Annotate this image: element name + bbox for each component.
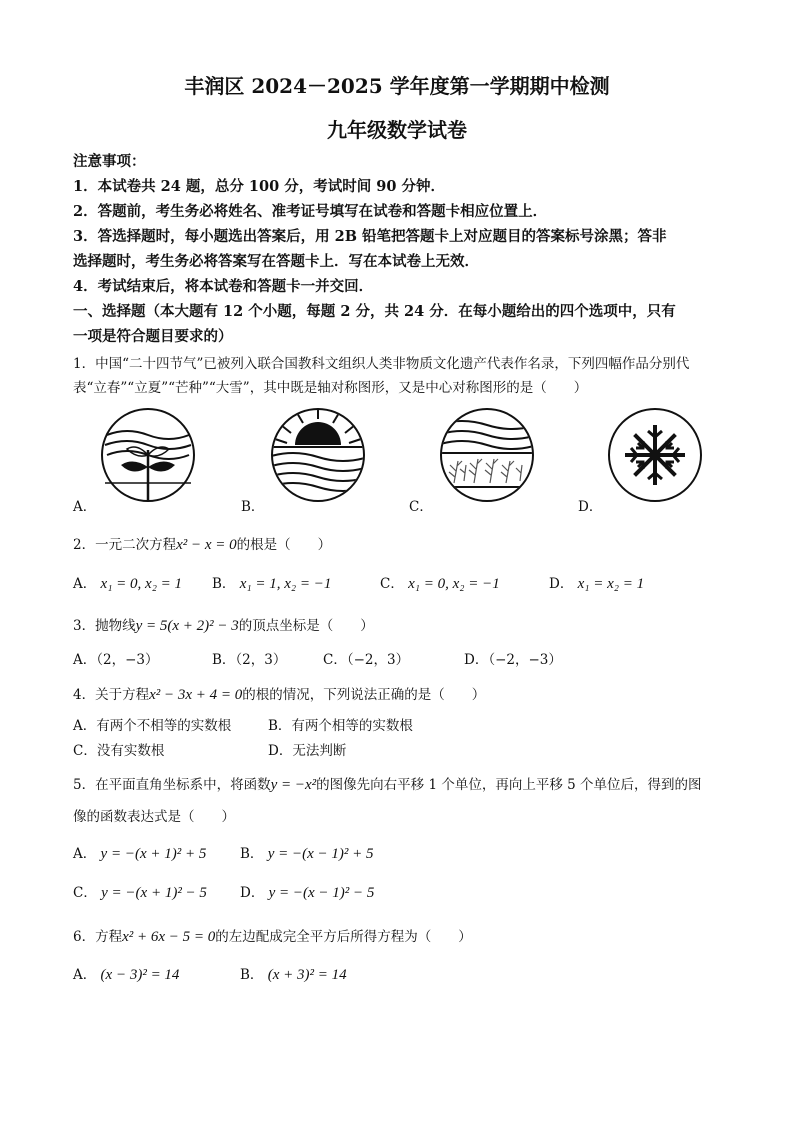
snowflake-figure — [600, 405, 710, 505]
question-4-stem: 4．关于方程x² − 3x + 4 = 0的根的情况，下列说法正确的是（ ） — [73, 687, 486, 703]
notice-item: 2．答题前，考生务必将姓名、准考证号填写在试卷和答题卡相应位置上． — [73, 203, 548, 220]
notice-item: 3．答选择题时，每小题选出答案后，用 2B 铅笔把答题卡上对应题目的答案标号涂黑；答非 — [73, 228, 667, 245]
question-1-stem: 1．中国“二十四节气”已被列入联合国教科文组织人类非物质文化遗产代表作名录，下列四幅作品分别代 — [73, 356, 690, 372]
notice-item: 选择题时，考生务必将答案写在答题卡上．写在本试卷上无效． — [73, 253, 479, 270]
q5-option-a: A． y = −(x + 1)² + 5 — [73, 846, 207, 862]
q5-option-d: D． y = −(x − 1)² − 5 — [240, 885, 375, 901]
q3-option-d: D．（−2，−3） — [464, 652, 562, 668]
exam-title: 丰润区 2024－2025 学年度第一学期期中检测 — [184, 74, 610, 98]
question-5-stem-cont: 像的函数表达式是（ ） — [73, 809, 235, 825]
section-heading-cont: 一项是符合题目要求的） — [73, 328, 233, 345]
notice-heading: 注意事项： — [73, 153, 146, 170]
grain-field-figure — [432, 405, 542, 505]
exam-subtitle: 九年级数学试卷 — [327, 118, 467, 142]
q3-option-c: C．（−2，3） — [323, 652, 410, 668]
option-d-label: D． — [578, 499, 603, 515]
q6-option-b: B． (x + 3)² = 14 — [240, 967, 347, 983]
question-5-stem: 5．在平面直角坐标系中，将函数y = −x²的图像先向右平移 1 个单位，再向上平移 5 个单位后，得到的图 — [73, 777, 702, 793]
q6-option-a: A． (x − 3)² = 14 — [73, 967, 180, 983]
notice-item: 4．考试结束后，将本试卷和答题卡一并交回． — [73, 278, 374, 295]
q2-option-c: C． x₁ = 0, x₂ = −1 — [380, 576, 500, 592]
q4-option-d: D．无法判断 — [268, 743, 347, 759]
q2-option-b: B． x₁ = 1, x₂ = −1 — [212, 576, 332, 592]
option-b-label: B． — [241, 499, 265, 515]
question-3-stem: 3．抛物线y = 5(x + 2)² − 3的顶点坐标是（ ） — [73, 618, 374, 634]
summer-sun-figure — [263, 405, 373, 505]
spring-sprout-figure — [93, 405, 203, 505]
option-a-label: A． — [73, 499, 97, 515]
q5-option-b: B． y = −(x − 1)² + 5 — [240, 846, 374, 862]
option-c-label: C． — [409, 499, 433, 515]
q4-option-a: A．有两个不相等的实数根 — [73, 718, 232, 734]
question-2-stem: 2．一元二次方程x² − x = 0的根是（ ） — [73, 537, 332, 553]
q3-option-a: A．（2，−3） — [73, 652, 159, 668]
q3-option-b: B．（2，3） — [212, 652, 287, 668]
q5-option-c: C． y = −(x + 1)² − 5 — [73, 885, 207, 901]
notice-item: 1．本试卷共 24 题，总分 100 分，考试时间 90 分钟． — [73, 178, 445, 195]
q4-option-c: C．没有实数根 — [73, 743, 165, 759]
section-heading: 一、选择题（本大题有 12 个小题，每题 2 分，共 24 分．在每小题给出的四个选项中，只有 — [73, 303, 676, 320]
q2-option-d: D． x₁ = x₂ = 1 — [549, 576, 645, 592]
q4-option-b: B．有两个相等的实数根 — [268, 718, 413, 734]
q2-option-a: A． x₁ = 0, x₂ = 1 — [73, 576, 183, 592]
equation: x² − x = 0 — [176, 537, 237, 553]
question-1-stem-cont: 表“立春”“立夏”“芒种”“大雪”，其中既是轴对称图形，又是中心对称图形的是（ ） — [73, 380, 588, 396]
question-6-stem: 6．方程x² + 6x − 5 = 0的左边配成完全平方后所得方程为（ ） — [73, 929, 472, 945]
